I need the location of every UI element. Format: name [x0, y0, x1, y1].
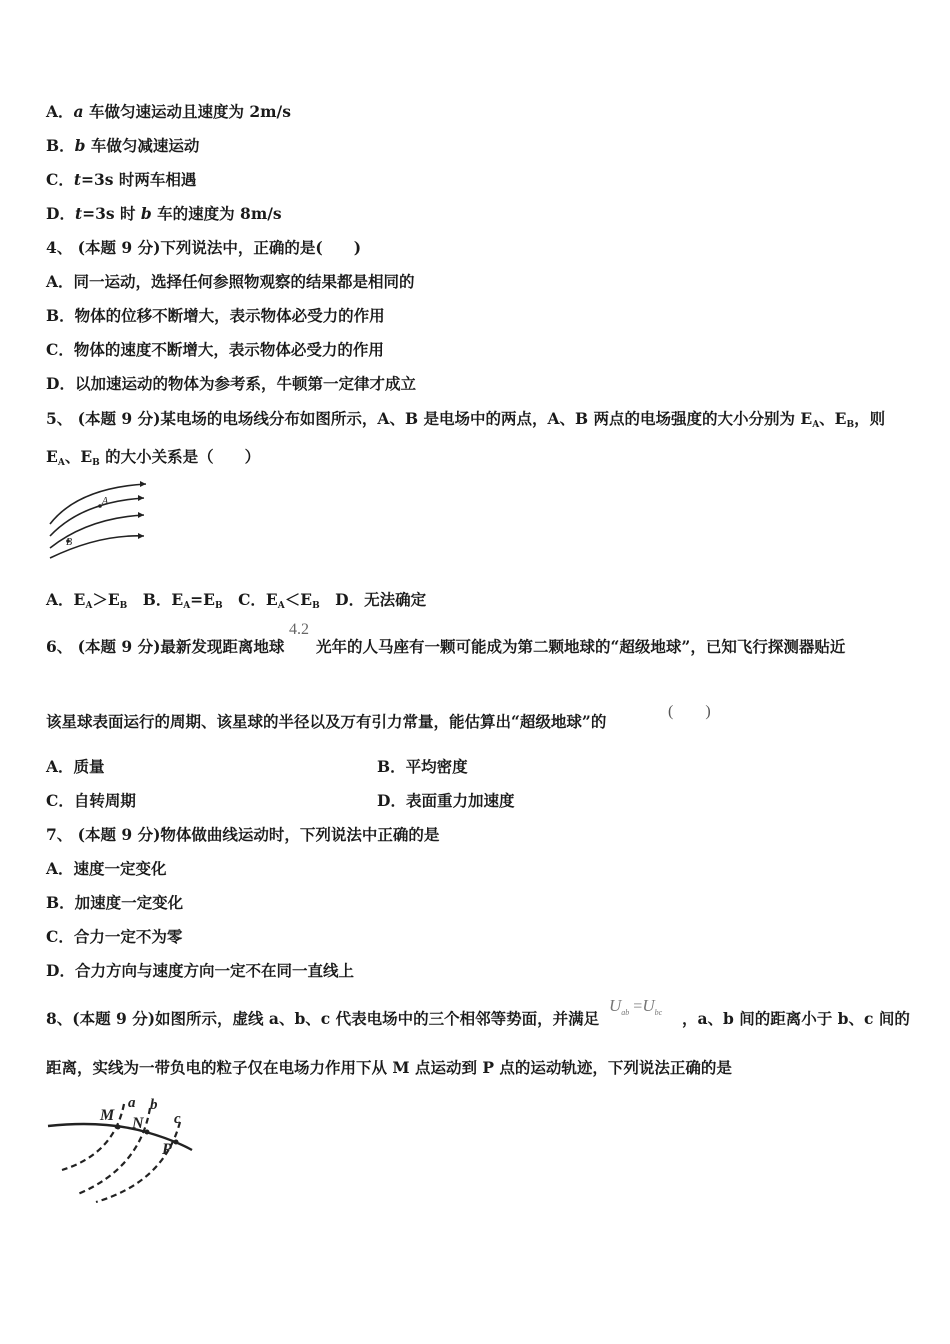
electric-field-lines-figure [44, 478, 154, 564]
q6-stem: 6、 (本题 9 分)最新发现距离地球 [46, 637, 285, 656]
q6-option-a: A．质量 [46, 757, 105, 776]
q7-option-d: D．合力方向与速度方向一定不在同一直线上 [46, 961, 354, 980]
point-b-label: B [66, 537, 73, 548]
q8-equation: $U_{ab} =U_{bc}$ [609, 996, 663, 1017]
q8-stem: 8、(本题 9 分)如图所示，虚线 a、b、c 代表电场中的三个相邻等势面，并满足 [46, 1009, 600, 1028]
q3-option-d: D．t=3s 时 b 车的速度为 8m/s [46, 204, 282, 223]
q4-stem: 4、 (本题 9 分)下列说法中，正确的是( ) [46, 238, 362, 257]
q8-stem-line2: 距离，实线为一带负电的粒子仅在电场力作用下从 M 点运动到 P 点的运动轨迹，下列说法正确的是 [46, 1058, 732, 1077]
q6-distance-number: 4.2 [289, 621, 309, 638]
q6-option-d: D．表面重力加速度 [377, 791, 515, 810]
surface-b-label: b [150, 1097, 158, 1113]
q5-stem: 5、 (本题 9 分)某电场的电场线分布如图所示，A、B 是电场中的两点，A、B 两点的电场强度的大小分别为 $E_A$、$E_B$，则 [46, 409, 886, 430]
q7-stem: 7、 (本题 9 分)物体做曲线运动时，下列说法中正确的是 [46, 825, 440, 844]
point-a-label: A [102, 496, 109, 507]
q7-option-c: C．合力一定不为零 [46, 927, 183, 946]
q5-stem-line2: $E_A$、$E_B$ 的大小关系是（ ） [46, 447, 261, 468]
q7-option-b: B．加速度一定变化 [46, 893, 184, 912]
point-p-label: P [162, 1141, 172, 1158]
q7-option-a: A．速度一定变化 [46, 859, 167, 878]
surface-a-label: a [128, 1095, 136, 1111]
q3-option-b: B．b 车做匀减速运动 [46, 136, 200, 155]
point-n-label: N [132, 1115, 144, 1132]
equipotential-trajectory-figure [44, 1094, 199, 1206]
q6-option-b: B．平均密度 [377, 757, 468, 776]
q4-option-b: B．物体的位移不断增大，表示物体必受力的作用 [46, 306, 385, 325]
q6-stem-continued: 光年的人马座有一颗可能成为第二颗地球的“超级地球”，已知飞行探测器贴近 [316, 637, 846, 656]
q6-stem-line2: 该星球表面运行的周期、该星球的半径以及万有引力常量，能估算出“超级地球”的 [46, 712, 607, 731]
q6-option-c: C．自转周期 [46, 791, 136, 810]
q4-option-c: C．物体的速度不断增大，表示物体必受力的作用 [46, 340, 384, 359]
q8-stem-continued: ，a、b 间的距离小于 b、c 间的 [682, 1009, 910, 1028]
point-m-label: M [100, 1107, 115, 1124]
q4-option-a: A．同一运动，选择任何参照物观察的结果都是相同的 [46, 272, 415, 291]
q3-option-a: A．a 车做匀速运动且速度为 2m/s [46, 102, 291, 121]
q5-options: A．$E_A>E_B$ B．$E_A=E_B$ C．$E_A<E_B$ D．无法确定 [46, 590, 427, 611]
q3-option-c: C．t=3s 时两车相遇 [46, 170, 197, 189]
q6-answer-paren: ( ) [668, 703, 711, 720]
q4-option-d: D．以加速运动的物体为参考系，牛顿第一定律才成立 [46, 374, 416, 393]
surface-c-label: c [174, 1111, 181, 1127]
